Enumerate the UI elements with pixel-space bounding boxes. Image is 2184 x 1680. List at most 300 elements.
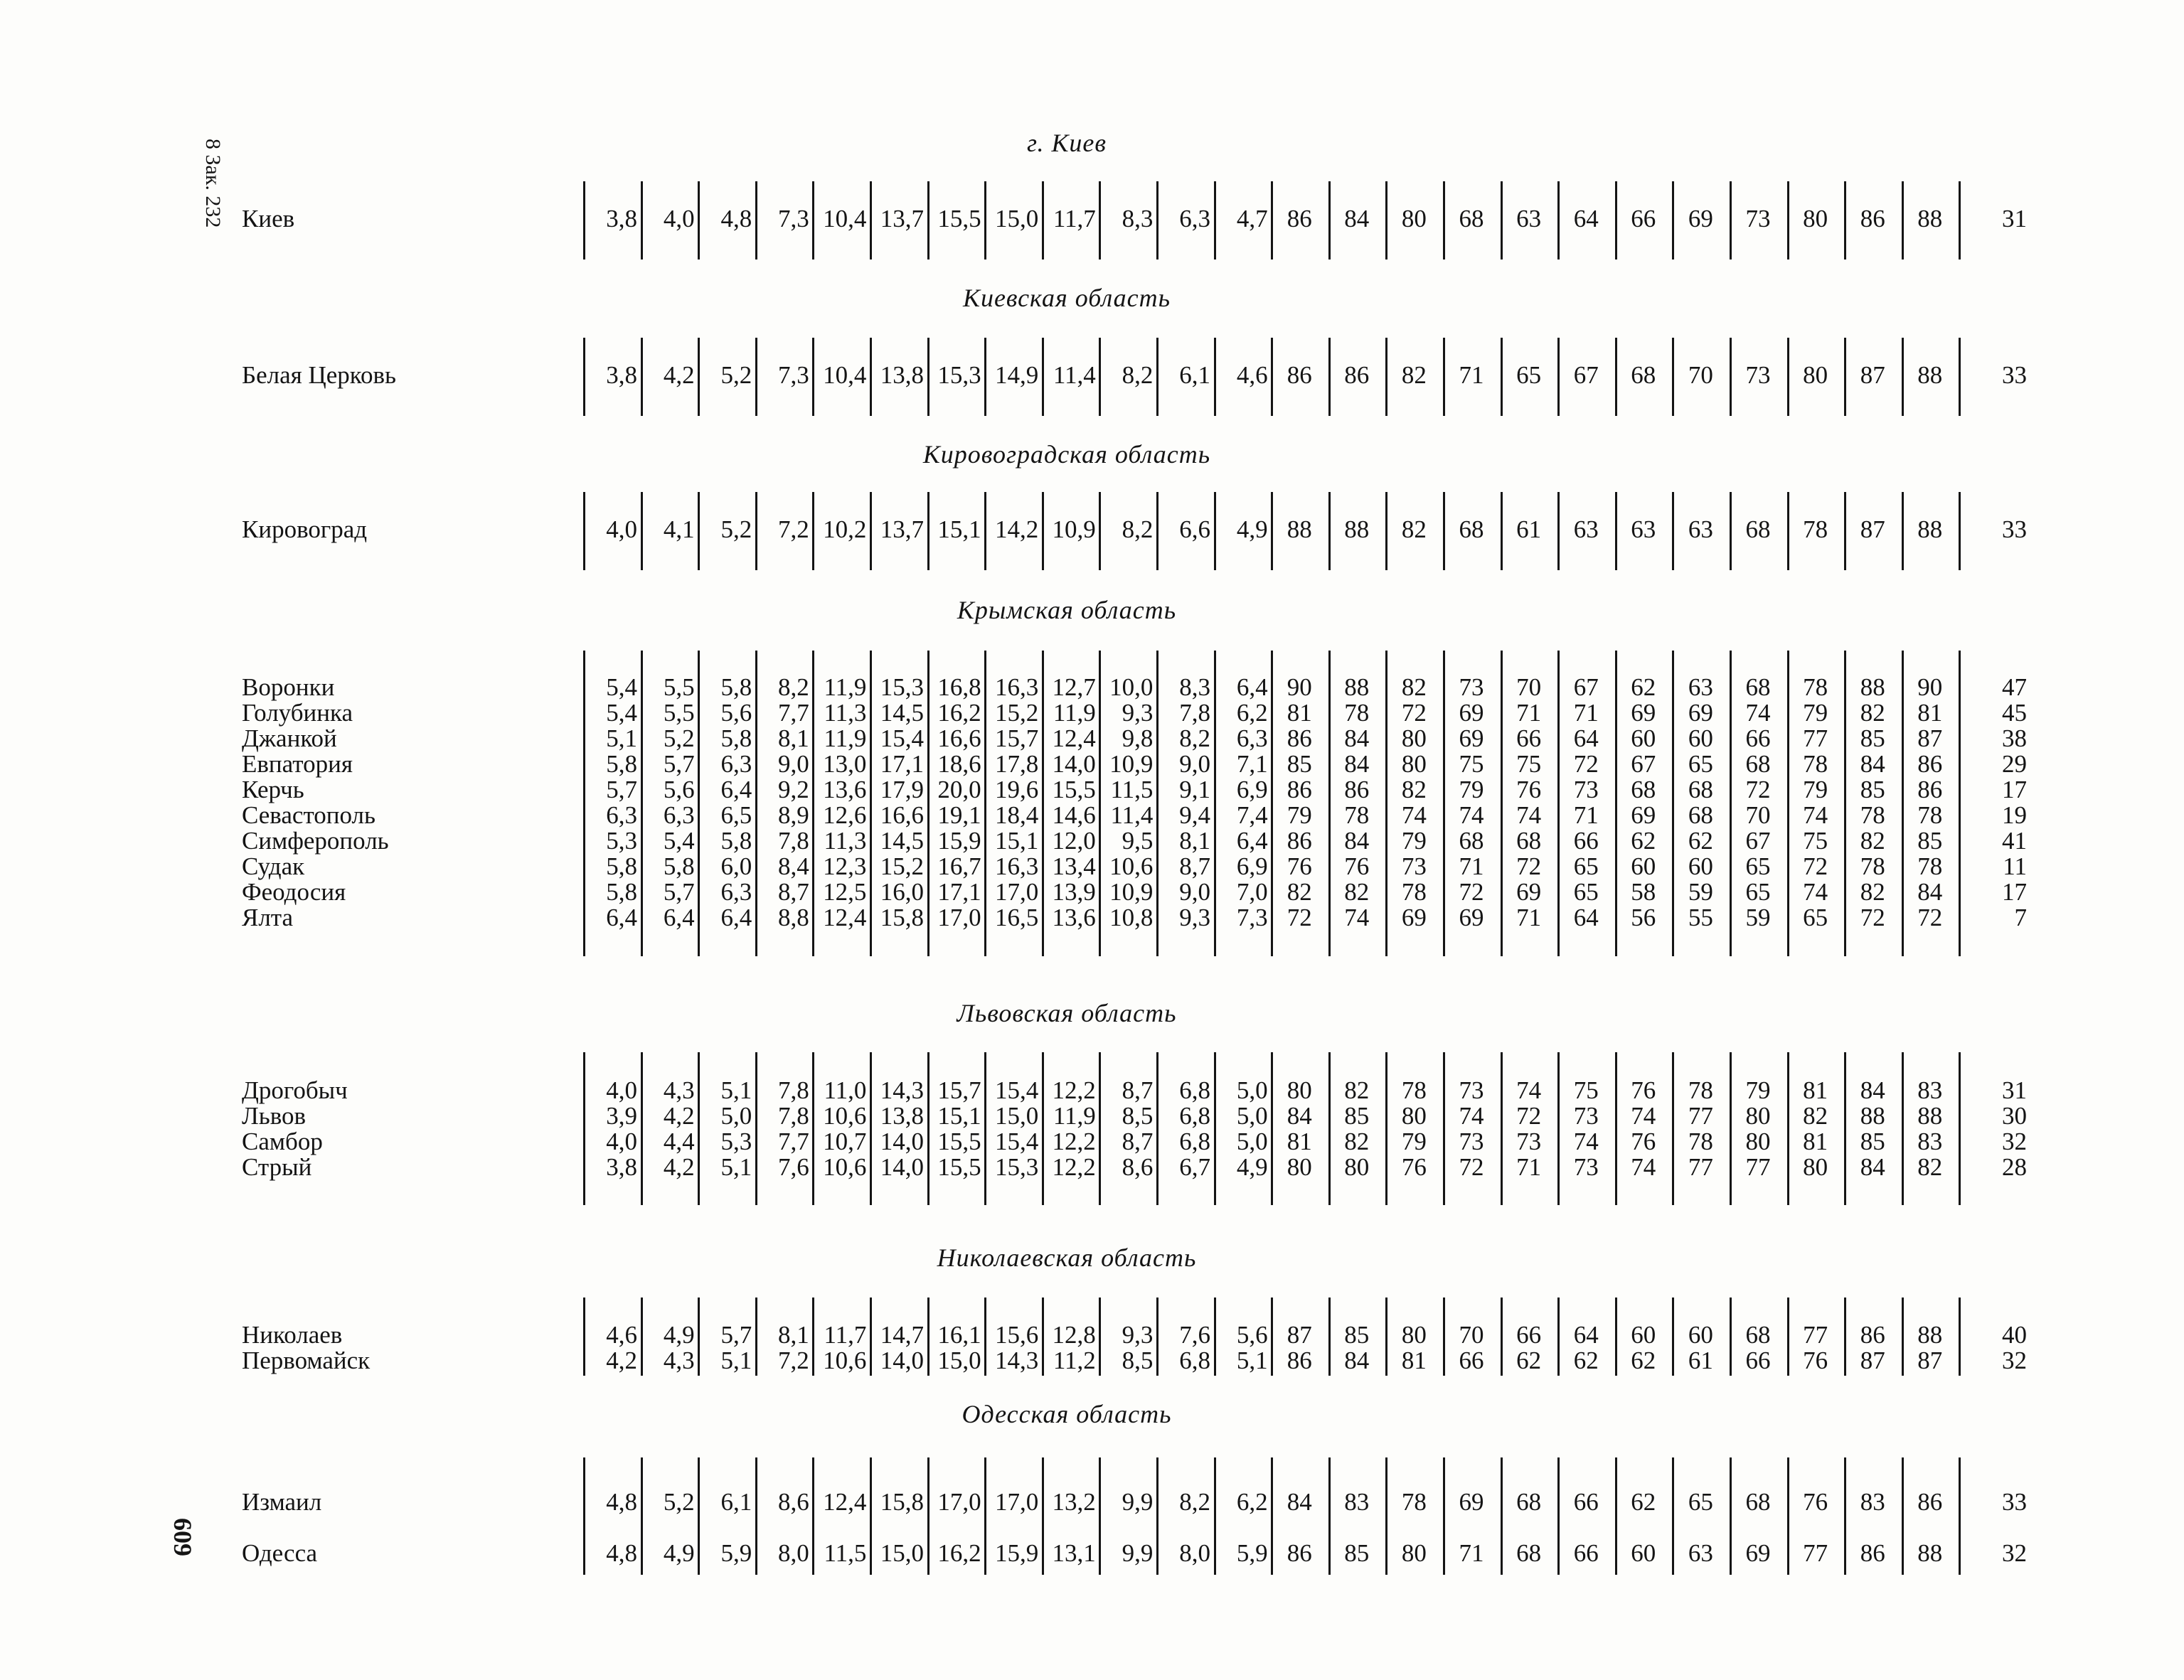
humidity-cell: 86 (1287, 205, 1312, 232)
temperature-cell: 14,3 (994, 1347, 1039, 1374)
humidity-cell: 60 (1631, 724, 1656, 752)
humidity-cell: 68 (1459, 205, 1484, 232)
humidity-cell: 60 (1688, 724, 1713, 752)
temperature-cell: 5,5 (663, 699, 695, 727)
total-cell: 32 (2002, 1347, 2027, 1374)
table-row (0, 700, 2184, 726)
humidity-cell: 73 (1745, 205, 1771, 232)
humidity-cell: 68 (1516, 1539, 1542, 1567)
temperature-cell: 6,3 (606, 801, 637, 829)
temperature-cell: 14,9 (994, 361, 1039, 389)
humidity-cell: 59 (1688, 878, 1713, 906)
humidity-cell: 78 (1860, 852, 1885, 880)
temperature-cell: 12,4 (1052, 724, 1096, 752)
temperature-cell: 3,9 (606, 1102, 637, 1130)
temperature-cell: 14,0 (880, 1153, 924, 1181)
table-row (0, 206, 2184, 232)
humidity-cell: 71 (1459, 1539, 1484, 1567)
station-name: Джанкой (242, 724, 337, 752)
temperature-cell: 7,2 (778, 1347, 809, 1374)
temperature-cell: 14,0 (880, 1128, 924, 1155)
humidity-cell: 85 (1344, 1102, 1370, 1130)
humidity-cell: 85 (1860, 1128, 1885, 1155)
temperature-cell: 10,4 (823, 205, 867, 232)
temperature-cell: 7,8 (778, 1076, 809, 1104)
temperature-cell: 10,6 (1109, 852, 1154, 880)
temperature-cell: 6,4 (663, 904, 695, 931)
humidity-cell: 77 (1803, 1321, 1828, 1349)
humidity-cell: 66 (1573, 1488, 1599, 1516)
temperature-cell: 15,0 (880, 1539, 924, 1567)
total-cell: 41 (2002, 827, 2027, 855)
temperature-cell: 12,2 (1052, 1153, 1096, 1181)
humidity-cell: 81 (1803, 1076, 1828, 1104)
temperature-cell: 9,5 (1122, 827, 1154, 855)
temperature-cell: 14,5 (880, 827, 924, 855)
temperature-cell: 9,9 (1122, 1488, 1154, 1516)
humidity-cell: 88 (1344, 673, 1370, 701)
humidity-cell: 74 (1631, 1153, 1656, 1181)
humidity-cell: 68 (1631, 776, 1656, 803)
humidity-cell: 69 (1688, 205, 1713, 232)
temperature-cell: 6,4 (720, 776, 752, 803)
humidity-cell: 82 (1401, 361, 1427, 389)
temperature-cell: 4,8 (606, 1488, 637, 1516)
humidity-cell: 86 (1344, 776, 1370, 803)
humidity-cell: 79 (1401, 827, 1427, 855)
temperature-cell: 14,0 (1052, 750, 1096, 778)
temperature-cell: 4,9 (1236, 1153, 1268, 1181)
humidity-cell: 74 (1459, 801, 1484, 829)
temperature-cell: 7,1 (1236, 750, 1268, 778)
humidity-cell: 84 (1344, 724, 1370, 752)
temperature-cell: 6,5 (720, 801, 752, 829)
humidity-cell: 85 (1917, 827, 1943, 855)
humidity-cell: 80 (1803, 205, 1828, 232)
temperature-cell: 6,6 (1179, 515, 1210, 543)
station-name: Голубинка (242, 699, 353, 727)
temperature-cell: 11,4 (1110, 801, 1154, 829)
humidity-cell: 80 (1401, 724, 1427, 752)
humidity-cell: 59 (1745, 904, 1771, 931)
humidity-cell: 71 (1459, 361, 1484, 389)
humidity-cell: 74 (1459, 1102, 1484, 1130)
temperature-cell: 15,9 (994, 1539, 1039, 1567)
temperature-cell: 7,3 (1236, 904, 1268, 931)
temperature-cell: 6,1 (720, 1488, 752, 1516)
temperature-cell: 15,1 (937, 515, 981, 543)
temperature-cell: 5,1 (720, 1076, 752, 1104)
temperature-cell: 5,8 (720, 724, 752, 752)
temperature-cell: 15,7 (994, 724, 1039, 752)
temperature-cell: 13,2 (1052, 1488, 1096, 1516)
temperature-cell: 8,7 (1179, 852, 1210, 880)
temperature-cell: 5,5 (663, 673, 695, 701)
station-name: Львов (242, 1102, 307, 1130)
humidity-cell: 71 (1459, 852, 1484, 880)
temperature-cell: 4,0 (606, 1128, 637, 1155)
temperature-cell: 4,2 (663, 361, 695, 389)
temperature-cell: 9,0 (778, 750, 809, 778)
table-row (0, 1348, 2184, 1374)
temperature-cell: 4,8 (606, 1539, 637, 1567)
humidity-cell: 76 (1803, 1488, 1828, 1516)
humidity-cell: 62 (1631, 673, 1656, 701)
humidity-cell: 86 (1917, 750, 1943, 778)
temperature-cell: 4,9 (663, 1321, 695, 1349)
humidity-cell: 83 (1917, 1128, 1943, 1155)
temperature-cell: 8,2 (1179, 1488, 1210, 1516)
total-cell: 29 (2002, 750, 2027, 778)
temperature-cell: 5,7 (663, 878, 695, 906)
humidity-cell: 82 (1860, 878, 1885, 906)
temperature-cell: 6,8 (1179, 1128, 1210, 1155)
temperature-cell: 13,6 (1052, 904, 1096, 931)
humidity-cell: 75 (1459, 750, 1484, 778)
temperature-cell: 5,8 (606, 750, 637, 778)
humidity-cell: 74 (1401, 801, 1427, 829)
temperature-cell: 4,4 (663, 1128, 695, 1155)
temperature-cell: 10,6 (823, 1347, 867, 1374)
temperature-cell: 17,1 (937, 878, 981, 906)
humidity-cell: 78 (1917, 852, 1943, 880)
humidity-cell: 66 (1631, 205, 1656, 232)
temperature-cell: 8,8 (778, 904, 809, 931)
temperature-cell: 9,9 (1122, 1539, 1154, 1567)
temperature-cell: 16,5 (994, 904, 1039, 931)
table-row (0, 777, 2184, 803)
humidity-cell: 74 (1745, 699, 1771, 727)
temperature-cell: 10,9 (1109, 878, 1154, 906)
humidity-cell: 60 (1631, 852, 1656, 880)
humidity-cell: 85 (1287, 750, 1312, 778)
temperature-cell: 15,8 (880, 904, 924, 931)
temperature-cell: 4,0 (606, 1076, 637, 1104)
humidity-cell: 78 (1401, 878, 1427, 906)
temperature-cell: 6,3 (1236, 724, 1268, 752)
humidity-cell: 68 (1516, 1488, 1542, 1516)
temperature-cell: 15,5 (937, 1128, 981, 1155)
temperature-cell: 5,4 (606, 673, 637, 701)
humidity-cell: 58 (1631, 878, 1656, 906)
humidity-cell: 63 (1688, 673, 1713, 701)
temperature-cell: 7,2 (778, 515, 809, 543)
temperature-cell: 7,3 (778, 205, 809, 232)
temperature-cell: 13,8 (880, 1102, 924, 1130)
humidity-cell: 62 (1631, 1347, 1656, 1374)
temperature-cell: 17,0 (994, 878, 1039, 906)
temperature-cell: 6,9 (1236, 776, 1268, 803)
table-row (0, 879, 2184, 905)
humidity-cell: 90 (1917, 673, 1943, 701)
total-cell: 7 (2014, 904, 2027, 931)
temperature-cell: 13,7 (880, 205, 924, 232)
humidity-cell: 78 (1401, 1076, 1427, 1104)
temperature-cell: 11,9 (824, 673, 867, 701)
humidity-cell: 80 (1344, 1153, 1370, 1181)
humidity-cell: 80 (1287, 1076, 1312, 1104)
humidity-cell: 55 (1688, 904, 1713, 931)
humidity-cell: 81 (1287, 1128, 1312, 1155)
temperature-cell: 6,4 (1236, 827, 1268, 855)
temperature-cell: 9,3 (1122, 699, 1154, 727)
total-cell: 33 (2002, 361, 2027, 389)
humidity-cell: 87 (1917, 1347, 1943, 1374)
total-cell: 33 (2002, 515, 2027, 543)
total-cell: 11 (2003, 852, 2027, 880)
temperature-cell: 15,2 (994, 699, 1039, 727)
humidity-cell: 69 (1459, 904, 1484, 931)
temperature-cell: 11,3 (824, 827, 867, 855)
humidity-cell: 84 (1287, 1102, 1312, 1130)
temperature-cell: 4,6 (606, 1321, 637, 1349)
temperature-cell: 3,8 (606, 1153, 637, 1181)
temperature-cell: 4,1 (663, 515, 695, 543)
table-row (0, 1078, 2184, 1103)
temperature-cell: 4,9 (1236, 515, 1268, 543)
humidity-cell: 88 (1917, 1539, 1943, 1567)
temperature-cell: 5,3 (720, 1128, 752, 1155)
station-name: Симферополь (242, 827, 389, 855)
temperature-cell: 15,2 (880, 852, 924, 880)
table-row (0, 1322, 2184, 1348)
humidity-cell: 79 (1745, 1076, 1771, 1104)
humidity-cell: 68 (1688, 776, 1713, 803)
humidity-cell: 65 (1573, 852, 1599, 880)
temperature-cell: 5,2 (663, 724, 695, 752)
humidity-cell: 68 (1459, 515, 1484, 543)
humidity-cell: 72 (1917, 904, 1943, 931)
station-name: Судак (242, 852, 305, 880)
humidity-cell: 74 (1803, 878, 1828, 906)
humidity-cell: 82 (1401, 776, 1427, 803)
temperature-cell: 12,3 (823, 852, 867, 880)
table-row (0, 828, 2184, 854)
humidity-cell: 88 (1917, 1321, 1943, 1349)
temperature-cell: 8,7 (1122, 1076, 1154, 1104)
humidity-cell: 69 (1631, 801, 1656, 829)
humidity-cell: 73 (1573, 776, 1599, 803)
table-row (0, 517, 2184, 542)
humidity-cell: 84 (1344, 827, 1370, 855)
humidity-cell: 73 (1459, 1128, 1484, 1155)
temperature-cell: 15,3 (880, 673, 924, 701)
order-note-text: 8 Зак. 232 (201, 139, 225, 228)
total-cell: 47 (2002, 673, 2027, 701)
station-name: Измаил (242, 1488, 322, 1516)
humidity-cell: 63 (1516, 205, 1542, 232)
table-row (0, 1103, 2184, 1129)
temperature-cell: 7,0 (1236, 878, 1268, 906)
humidity-cell: 61 (1688, 1347, 1713, 1374)
temperature-cell: 13,6 (823, 776, 867, 803)
humidity-cell: 69 (1459, 724, 1484, 752)
temperature-cell: 19,6 (994, 776, 1039, 803)
temperature-cell: 3,8 (606, 361, 637, 389)
table-row (0, 905, 2184, 931)
table-row (0, 363, 2184, 388)
temperature-cell: 7,8 (1179, 699, 1210, 727)
humidity-cell: 71 (1573, 801, 1599, 829)
temperature-cell: 9,2 (778, 776, 809, 803)
temperature-cell: 5,2 (720, 515, 752, 543)
humidity-cell: 80 (1803, 361, 1828, 389)
humidity-cell: 65 (1745, 852, 1771, 880)
temperature-cell: 16,6 (880, 801, 924, 829)
humidity-cell: 87 (1287, 1321, 1312, 1349)
total-cell: 31 (2002, 205, 2027, 232)
region-title: г. Киев (1026, 129, 1107, 157)
humidity-cell: 79 (1803, 699, 1828, 727)
temperature-cell: 18,6 (937, 750, 981, 778)
temperature-cell: 6,3 (720, 750, 752, 778)
table-row (0, 1129, 2184, 1155)
temperature-cell: 15,5 (937, 1153, 981, 1181)
temperature-cell: 10,9 (1109, 750, 1154, 778)
temperature-cell: 10,2 (823, 515, 867, 543)
humidity-cell: 66 (1573, 827, 1599, 855)
humidity-cell: 82 (1860, 699, 1885, 727)
temperature-cell: 20,0 (937, 776, 981, 803)
humidity-cell: 63 (1573, 515, 1599, 543)
humidity-cell: 69 (1516, 878, 1542, 906)
humidity-cell: 71 (1516, 904, 1542, 931)
temperature-cell: 7,6 (778, 1153, 809, 1181)
humidity-cell: 62 (1516, 1347, 1542, 1374)
humidity-cell: 87 (1860, 515, 1885, 543)
humidity-cell: 66 (1745, 724, 1771, 752)
temperature-cell: 16,2 (937, 699, 981, 727)
station-name: Самбор (242, 1128, 323, 1155)
humidity-cell: 60 (1631, 1539, 1656, 1567)
temperature-cell: 9,4 (1179, 801, 1210, 829)
table-row (0, 1155, 2184, 1180)
temperature-cell: 4,6 (1236, 361, 1268, 389)
temperature-cell: 13,7 (880, 515, 924, 543)
temperature-cell: 6,7 (1179, 1153, 1210, 1181)
temperature-cell: 6,3 (663, 801, 695, 829)
humidity-cell: 83 (1344, 1488, 1370, 1516)
humidity-cell: 70 (1459, 1321, 1484, 1349)
humidity-cell: 88 (1344, 515, 1370, 543)
temperature-cell: 4,2 (663, 1102, 695, 1130)
temperature-cell: 8,0 (778, 1539, 809, 1567)
temperature-cell: 8,2 (1122, 361, 1154, 389)
temperature-cell: 12,5 (823, 878, 867, 906)
humidity-cell: 82 (1860, 827, 1885, 855)
temperature-cell: 15,1 (994, 827, 1039, 855)
humidity-cell: 72 (1516, 852, 1542, 880)
temperature-cell: 12,2 (1052, 1128, 1096, 1155)
humidity-cell: 68 (1745, 1321, 1771, 1349)
humidity-cell: 88 (1287, 515, 1312, 543)
humidity-cell: 82 (1344, 878, 1370, 906)
humidity-cell: 74 (1631, 1102, 1656, 1130)
humidity-cell: 65 (1688, 750, 1713, 778)
temperature-cell: 15,0 (994, 1102, 1039, 1130)
humidity-cell: 73 (1573, 1153, 1599, 1181)
temperature-cell: 16,1 (937, 1321, 981, 1349)
temperature-cell: 5,7 (720, 1321, 752, 1349)
humidity-cell: 84 (1344, 1347, 1370, 1374)
temperature-cell: 12,8 (1052, 1321, 1096, 1349)
humidity-cell: 87 (1860, 1347, 1885, 1374)
humidity-cell: 69 (1688, 699, 1713, 727)
temperature-cell: 5,9 (1236, 1539, 1268, 1567)
humidity-cell: 56 (1631, 904, 1656, 931)
humidity-cell: 73 (1745, 361, 1771, 389)
region-title: Кировоградская область (922, 440, 1211, 469)
temperature-cell: 17,1 (880, 750, 924, 778)
temperature-cell: 5,7 (663, 750, 695, 778)
humidity-cell: 84 (1344, 205, 1370, 232)
humidity-cell: 83 (1860, 1488, 1885, 1516)
temperature-cell: 5,0 (1236, 1128, 1268, 1155)
station-name: Первомайск (242, 1347, 371, 1374)
table-row (0, 1541, 2184, 1566)
temperature-cell: 6,3 (720, 878, 752, 906)
temperature-cell: 5,8 (606, 878, 637, 906)
total-cell: 30 (2002, 1102, 2027, 1130)
temperature-cell: 6,1 (1179, 361, 1210, 389)
temperature-cell: 9,0 (1179, 878, 1210, 906)
humidity-cell: 86 (1860, 1321, 1885, 1349)
total-cell: 32 (2002, 1539, 2027, 1567)
temperature-cell: 17,0 (994, 1488, 1039, 1516)
humidity-cell: 68 (1745, 750, 1771, 778)
humidity-cell: 72 (1459, 1153, 1484, 1181)
humidity-cell: 86 (1917, 776, 1943, 803)
temperature-cell: 11,9 (1053, 699, 1096, 727)
humidity-cell: 65 (1573, 878, 1599, 906)
temperature-cell: 15,8 (880, 1488, 924, 1516)
total-cell: 40 (2002, 1321, 2027, 1349)
table-row (0, 751, 2184, 777)
humidity-cell: 86 (1860, 1539, 1885, 1567)
temperature-cell: 14,5 (880, 699, 924, 727)
humidity-cell: 65 (1803, 904, 1828, 931)
temperature-cell: 15,3 (937, 361, 981, 389)
total-cell: 17 (2002, 878, 2027, 906)
humidity-cell: 62 (1688, 827, 1713, 855)
temperature-cell: 5,4 (663, 827, 695, 855)
temperature-cell: 11,4 (1053, 361, 1096, 389)
humidity-cell: 83 (1917, 1076, 1943, 1104)
humidity-cell: 78 (1401, 1488, 1427, 1516)
temperature-cell: 5,9 (720, 1539, 752, 1567)
humidity-cell: 63 (1688, 1539, 1713, 1567)
temperature-cell: 17,0 (937, 1488, 981, 1516)
temperature-cell: 9,3 (1179, 904, 1210, 931)
temperature-cell: 9,1 (1179, 776, 1210, 803)
humidity-cell: 75 (1516, 750, 1542, 778)
humidity-cell: 82 (1401, 515, 1427, 543)
station-name: Ялта (242, 904, 294, 931)
humidity-cell: 80 (1401, 1102, 1427, 1130)
temperature-cell: 14,3 (880, 1076, 924, 1104)
temperature-cell: 10,7 (823, 1128, 867, 1155)
station-name: Стрый (242, 1153, 312, 1181)
table-row (0, 803, 2184, 828)
temperature-cell: 4,3 (663, 1076, 695, 1104)
temperature-cell: 5,8 (720, 827, 752, 855)
humidity-cell: 62 (1631, 827, 1656, 855)
humidity-cell: 61 (1516, 515, 1542, 543)
humidity-cell: 86 (1287, 724, 1312, 752)
temperature-cell: 15,1 (937, 1102, 981, 1130)
humidity-cell: 71 (1516, 699, 1542, 727)
temperature-cell: 8,0 (1179, 1539, 1210, 1567)
